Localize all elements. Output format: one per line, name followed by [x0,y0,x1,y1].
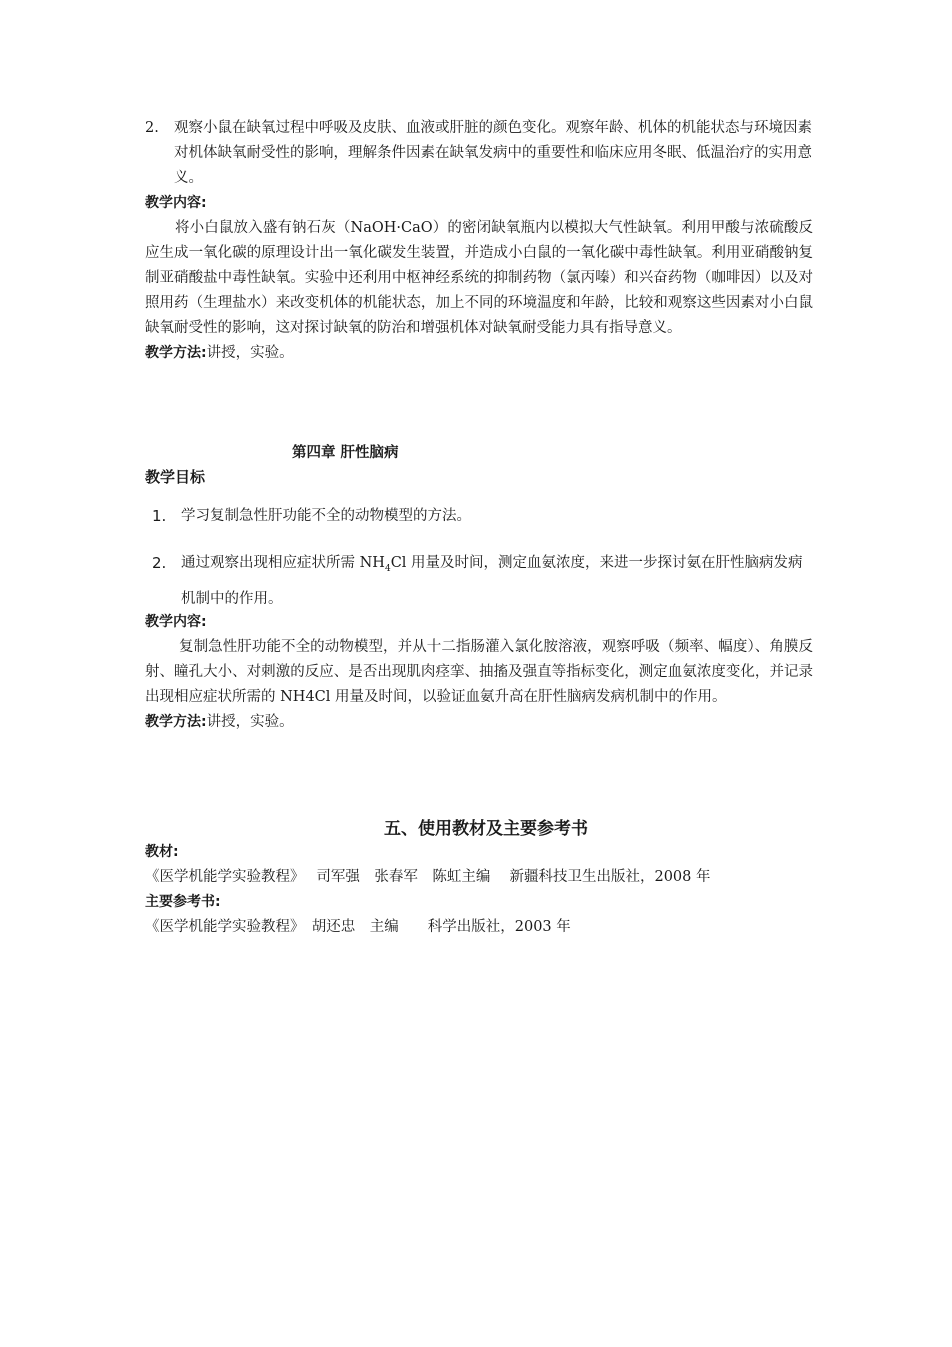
objective-item-2 [145,116,813,191]
item-number: 1. [152,507,167,525]
textbook-entry: 《医学机能学实验教程》 司军强 张春军 陈虹主编 新疆科技卫生出版社，2008 年 [145,869,711,885]
textbook-heading: 教材: [145,844,179,860]
method-line [145,710,813,735]
goal-heading: 教学目标 [145,468,206,486]
content-heading: 教学内容: [145,613,207,630]
content-paragraph: 将小白鼠放入盛有钠石灰（NaOH·CaO）的密闭缺氧瓶内以模拟大气性缺氧。利用甲酸与浓硫酸反应生成一氧化碳的原理设计出一氧化碳发生装置，并造成小白鼠的一氧化碳中毒性缺氧。利用亚硝酸钠复制亚硝酸盐中毒性缺氧。实验中还利用中枢神经系统的抑制药物（氯丙嗪）和兴奋药物（咖啡因）以及对照用药（生理盐水）来改变机体的机能状态，加上不同的环境温度和年龄，比较和观察这些因素对小白鼠缺氧耐受性的影响，这对探讨缺氧的防治和增强机体对缺氧耐受能力具有指导意义。 [145,220,813,336]
section5-block [145,840,813,940]
references-heading: 主要参考书: [145,894,221,910]
content-paragraph: 复制急性肝功能不全的动物模型，并从十二指肠灌入氯化胺溶液，观察呼吸（频率、幅度）、角膜反射、瞳孔大小、对刺激的反应、是否出现肌肉痉挛、抽搐及强直等指标变化，测定血氨浓度变化，并记录出现相应症状所需的 NH4Cl 用量及时间，以验证血氨升高在肝性脑病发病机制中的作用。 [145,638,813,705]
item-text: 观察小鼠在缺氧过程中呼吸及皮肤、血液或肝脏的颜色变化。观察年龄、机体的机能状态与环境因素对机体缺氧耐受性的影响，理解条件因素在缺氧发病中的重要性和临床应用冬眠、低温治疗的实用意义。 [174,120,812,186]
method-text: 讲授，实验。 [206,345,294,361]
content-heading: 教学内容: [145,195,207,211]
method-text: 讲授，实验。 [206,713,294,730]
goal-item-1 [145,504,813,529]
method-line [145,341,813,366]
goal-item-2 [145,548,813,614]
reference-entry: 《医学机能学实验教程》 胡还忠 主编 科学出版社，2003 年 [145,919,571,935]
item-number: 2. [152,554,167,572]
item-text: 学习复制急性肝功能不全的动物模型的方法。 [181,508,471,524]
chapter4-block [145,465,813,735]
item-text-a: 通过观察出现相应症状所需 NH [181,555,385,571]
chapter4-title: 第四章 肝性脑病 [292,445,399,461]
section5-title: 五、使用教材及主要参考书 [384,819,588,839]
item-number: 2. [145,120,159,136]
method-label: 教学方法: [145,345,207,361]
subscript: 4 [384,563,391,574]
chapter3-block [145,116,813,366]
method-label: 教学方法: [145,713,207,730]
item-text-b: Cl 用量及时间，测定血氨浓度，来进一步探讨氨在肝性脑病发病机制中的作用。 [181,555,803,607]
